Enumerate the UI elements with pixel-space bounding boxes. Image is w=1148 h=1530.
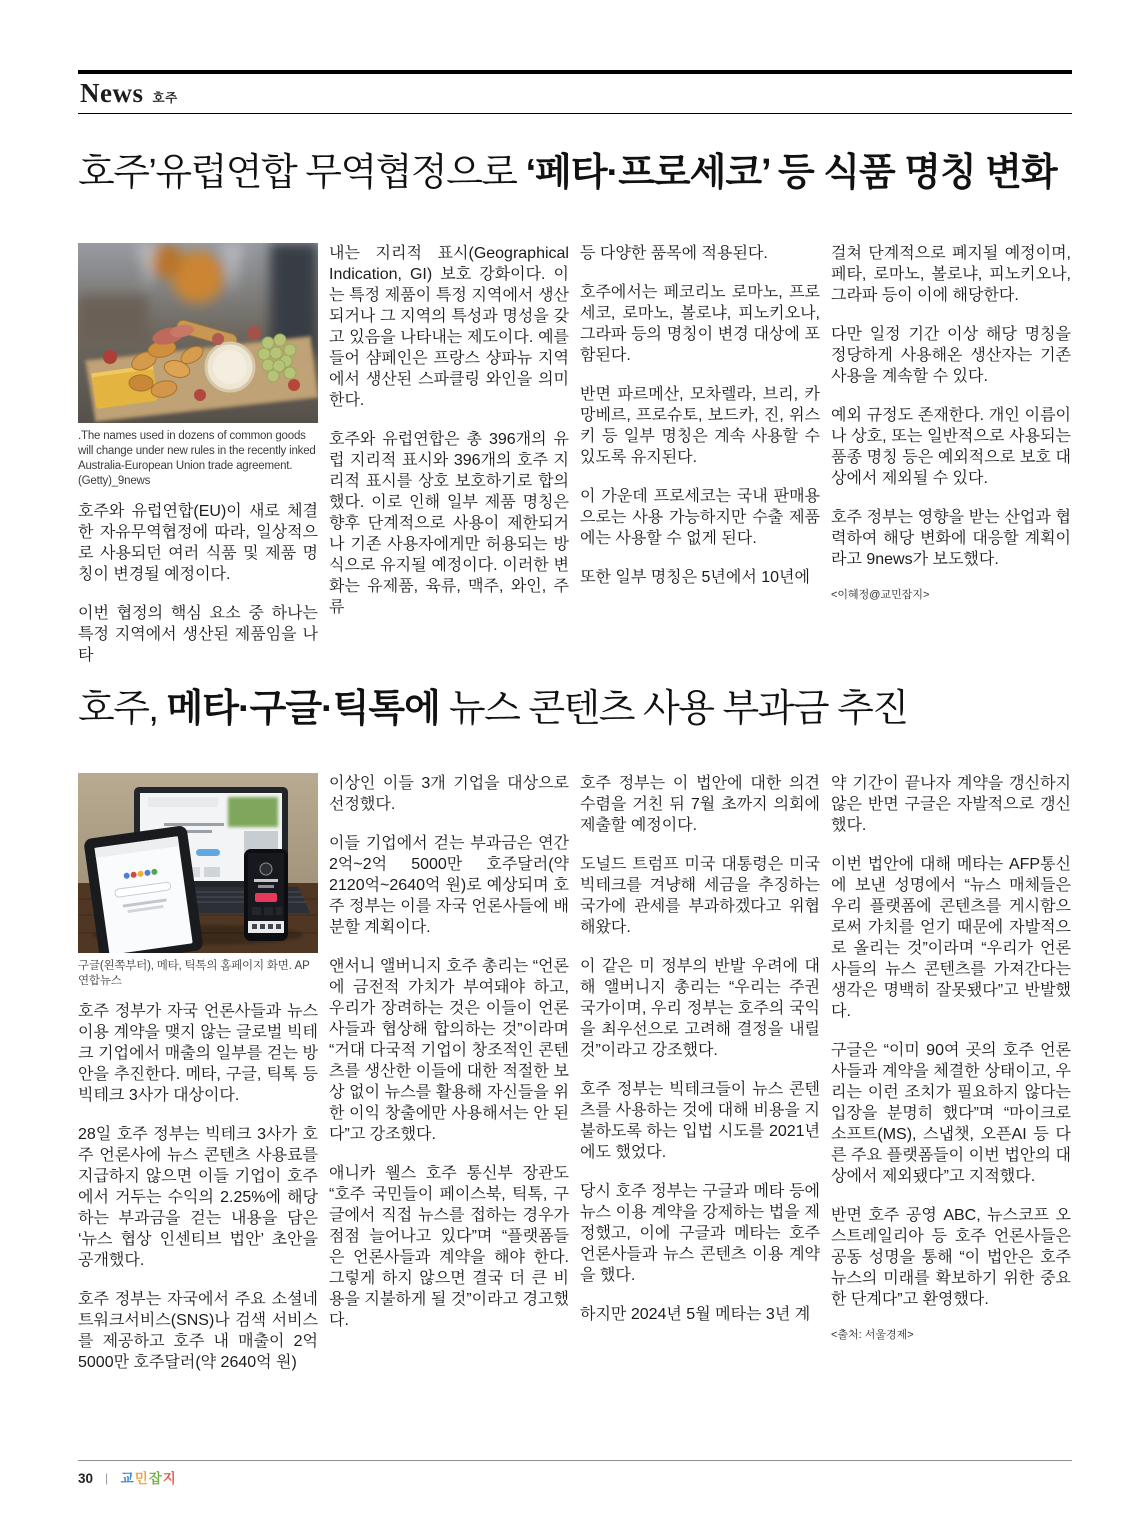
body-paragraph: 호주와 유럽연합은 총 396개의 유럽 지리적 표시와 396개의 호주 지리적 표시를 상호 보호하기로 합의했다. 이로 인해 일부 제품 명칭은 향후 단계적으로 사용이 제한되거나 기존 사용자에게만 허용되는 방식으로 유지될 예정이다. 이러한 변화는 유제품, 육류, 맥주, 와인, 주류 bbox=[329, 431, 569, 616]
body-paragraph: 예외 규정도 존재한다. 개인 이름이나 상호, 또는 일반적으로 사용되는 품종 명칭 등은 예외적으로 보호 대상에서 제외될 수 있다. bbox=[831, 407, 1071, 487]
body-paragraph: 호주 정부는 자국에서 주요 소셜네트워크서비스(SNS)나 검색 서비스를 제공하고 호주 내 매출이 2억 5000만 호주달러(약 2640억 원) bbox=[78, 1291, 318, 1371]
body-paragraph: 호주 정부는 이 법안에 대한 의견 수렴을 거친 뒤 7월 초까지 의회에 제출할 예정이다. bbox=[580, 775, 820, 834]
body-paragraph: 반면 호주 공영 ABC, 뉴스코프 오스트레일리아 등 호주 언론사들은 공동 성명을 통해 “이 법안은 호주 뉴스의 미래를 확보하기 위한 중요한 단계다”고 환영했다. bbox=[831, 1207, 1071, 1308]
magazine-logo-letter: 잡 bbox=[148, 1471, 162, 1486]
body-paragraph: 반면 파르메산, 모차렐라, 브리, 카망베르, 프로슈토, 보드카, 진, 위스키 등 일부 명칭은 계속 사용할 수 있도록 유지된다. bbox=[580, 386, 820, 466]
body-paragraph: 앤서니 앨버니지 호주 총리는 “언론에 금전적 가치가 부여돼야 하고, 우리가 장려하는 것은 이들이 언론사들과 협상해 합의하는 것”이라며 “거대 다국적 기업이 창조적인 콘텐츠를 생산한 이들에 대한 적절한 보상 없이 뉴스를 활용해 자신들을 위한 이익 창출에만 사용해서는 안 된다”고 강조했다. bbox=[329, 958, 569, 1143]
headline-levy-pre: 호주, bbox=[78, 688, 167, 730]
headline-levy-post: 뉴스 콘텐츠 사용 부과금 추진 bbox=[439, 688, 908, 730]
magazine-logo-letter: 교 bbox=[120, 1471, 134, 1486]
body-paragraph: 이들 기업에서 걷는 부과금은 연간 2억~2억 5000만 호주달러(약 2120억~2640억 원)로 예상되며 호주 정부는 이를 자국 언론사들에 배분할 계획이다. bbox=[329, 835, 569, 936]
headline-food-regular: 호주’유럽연합 무역협정으로 bbox=[78, 152, 526, 194]
body-paragraph: 내는 지리적 표시(Geographical Indication, GI) 보호 강화이다. 이는 특정 제품이 특정 지역에서 생산되거나 그 지역의 특성과 명성을 갖고 있음을 나타내는 제도이다. 예를 들어 샴페인은 프랑스 샹파뉴 지역에서 생산된 스파클링 와인을 의미한다. bbox=[329, 245, 569, 409]
body-paragraph: 이 가운데 프로세코는 국내 판매용으로는 사용 가능하지만 수출 제품에는 사용할 수 없게 된다. bbox=[580, 488, 820, 547]
column bbox=[78, 243, 318, 683]
masthead bbox=[78, 70, 1072, 114]
column bbox=[329, 773, 569, 1457]
page-number: 30 bbox=[78, 1471, 94, 1486]
body-paragraph: 이 같은 미 정부의 반발 우려에 대해 앨버니지 총리는 “우리는 주권 국가이며, 우리 정부는 호주의 국익을 최우선으로 고려해 결정을 내릴 것”이라고 강조했다. bbox=[580, 958, 820, 1059]
body-paragraph: 애니카 웰스 호주 통신부 장관도 “호주 국민들이 페이스북, 틱톡, 구글에서 직접 뉴스를 접하는 경우가 점점 늘어나고 있다”며 “플랫폼들은 언론사들과 계약을 해야 한다. 그렇게 하지 않으면 결국 더 큰 비용을 지불하게 될 것”이라고 경고했다. bbox=[329, 1165, 569, 1329]
body-paragraph: 약 기간이 끝나자 계약을 갱신하지 않은 반면 구글은 자발적으로 갱신했다. bbox=[831, 775, 1071, 834]
body-paragraph: 구글은 “이미 90여 곳의 호주 언론사들과 계약을 체결한 상태이고, 우리는 이런 조치가 필요하지 않다는 입장을 분명히 했다”며 “마이크로소프트(MS), 스냅챗, 오픈AI 등 다른 주요 플랫폼들이 이번 법안의 대상에서 제외됐다”고 지적했다. bbox=[831, 1042, 1071, 1185]
article-levy-columns bbox=[78, 773, 1072, 1457]
body-paragraph: 하지만 2024년 5월 메타는 3년 계 bbox=[580, 1306, 811, 1323]
headline-levy-article bbox=[78, 686, 908, 734]
column bbox=[329, 243, 569, 683]
body-paragraph: 호주에서는 페코리노 로마노, 프로세코, 로마노, 볼로냐, 피노키오나, 그라파 등의 명칭이 변경 대상에 포함된다. bbox=[580, 284, 820, 364]
body-paragraph: 또한 일부 명칭은 5년에서 10년에 bbox=[580, 569, 810, 586]
body-paragraph: 호주 정부는 영향을 받는 산업과 협력하여 해당 변화에 대응할 계획이라고 9news가 보도했다. bbox=[831, 509, 1071, 568]
body-paragraph: 이번 협정의 핵심 요소 중 하나는 특정 지역에서 생산된 제품임을 나타 bbox=[78, 605, 318, 664]
article-food-columns bbox=[78, 243, 1072, 683]
page-footer bbox=[78, 1460, 1072, 1489]
photo-caption: .The names used in dozens of common goods will change under new rules in the recently inked Australia-European Union trade agreement. (Getty)_9news bbox=[78, 430, 316, 487]
body-paragraph: 도널드 트럼프 미국 대통령은 미국 빅테크를 겨냥해 세금을 추징하는 국가에 관세를 부과하겠다고 위협해왔다. bbox=[580, 856, 820, 936]
headline-food-article bbox=[78, 150, 1057, 198]
body-paragraph: 이번 법안에 대해 메타는 AFP통신에 보낸 성명에서 “뉴스 매체들은 우리 플랫폼에 콘텐츠를 게시함으로써 가치를 얻기 때문에 자발적으로 올리는 것”이라며 “우리가 언론사들의 뉴스 콘텐츠를 가져간다는 생각은 명백히 잘못됐다”고 반발했다. bbox=[831, 856, 1071, 1020]
body-paragraph: 호주 정부는 빅테크들이 뉴스 콘텐츠를 사용하는 것에 대해 비용을 지불하도록 하는 입법 시도를 2021년에도 했었다. bbox=[580, 1081, 820, 1161]
column bbox=[831, 243, 1071, 683]
devices-photo bbox=[78, 773, 318, 953]
body-paragraph: 걸쳐 단계적으로 폐지될 예정이며, 페타, 로마노, 볼로냐, 피노키오나, 그라파 등이 이에 해당한다. bbox=[831, 245, 1071, 304]
body-paragraph: 28일 호주 정부는 빅테크 3사가 호주 언론사에 뉴스 콘텐츠 사용료를 지급하지 않으면 이들 기업이 호주에서 거두는 수익의 2.25%에 해당하는 부과금을 걷는 내용을 담은 ‘뉴스 협상 인센티브 법안’ 초안을 공개했다. bbox=[78, 1126, 318, 1269]
article-photo-food-figure bbox=[78, 243, 318, 489]
brand-wordmark: News bbox=[80, 78, 144, 108]
body-paragraph: 등 다양한 품목에 적용된다. bbox=[580, 245, 768, 262]
byline: <출처: 서울경제> bbox=[831, 1329, 914, 1341]
section-label: 호주 bbox=[152, 91, 178, 105]
byline: <이혜정@교민잡지> bbox=[831, 589, 930, 601]
body-paragraph: 당시 호주 정부는 구글과 메타 등에 뉴스 이용 계약을 강제하는 법을 제정했고, 이에 구글과 메타는 호주 언론사들과 뉴스 콘텐츠 이용 계약을 했다. bbox=[580, 1183, 820, 1284]
footer-divider: | bbox=[105, 1471, 109, 1485]
column bbox=[78, 773, 318, 1457]
body-paragraph: 다만 일정 기간 이상 해당 명칭을 정당하게 사용해온 생산자는 기존 사용을 계속할 수 있다. bbox=[831, 326, 1071, 385]
body-paragraph: 호주와 유럽연합(EU)이 새로 체결한 자유무역협정에 따라, 일상적으로 사용되던 여러 식품 및 제품 명칭이 변경될 예정이다. bbox=[78, 503, 318, 583]
column bbox=[831, 773, 1071, 1457]
photo-caption: 구글(왼쪽부터), 메타, 틱톡의 홈페이지 화면. AP연합뉴스 bbox=[78, 960, 310, 987]
magazine-logo-letter: 지 bbox=[162, 1471, 176, 1486]
body-paragraph: 호주 정부가 자국 언론사들과 뉴스 이용 계약을 맺지 않는 글로벌 빅테크 기업에서 매출의 일부를 걷는 방안을 추진한다. 메타, 구글, 틱톡 등 빅테크 3사가 대상이다. bbox=[78, 1003, 318, 1104]
food-platter-photo bbox=[78, 243, 318, 423]
article-photo-levy-figure bbox=[78, 773, 318, 989]
magazine-logo-letter: 민 bbox=[134, 1471, 148, 1486]
column bbox=[580, 243, 820, 683]
headline-levy-bold: 메타·구글·틱톡에 bbox=[166, 688, 440, 730]
magazine-logo bbox=[120, 1468, 176, 1489]
body-paragraph: 이상인 이들 3개 기업을 대상으로 선정했다. bbox=[329, 775, 569, 813]
headline-food-bold: ‘페타·프로세코’ 등 식품 명칭 변화 bbox=[525, 152, 1057, 194]
column bbox=[580, 773, 820, 1457]
